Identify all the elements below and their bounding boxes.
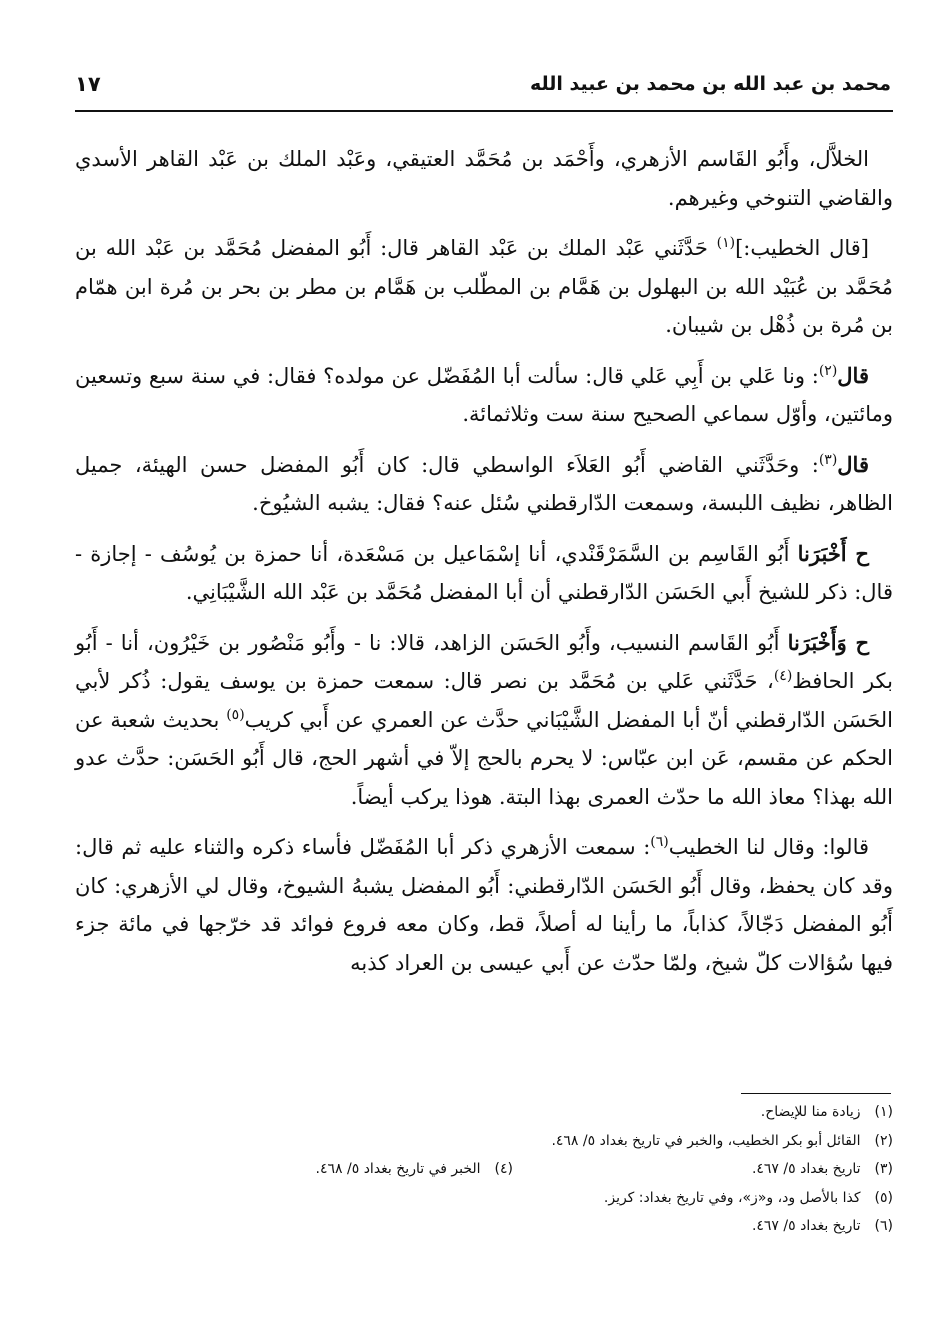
- running-title: محمد بن عبد الله بن محمد بن عبيد الله: [530, 73, 891, 95]
- footnote-4: [316, 1155, 513, 1184]
- footnotes: [75, 1098, 893, 1241]
- main-text: [75, 140, 893, 994]
- footnote-text: تاريخ بغداد ٥/ ٤٦٧.: [751, 1161, 861, 1177]
- footnote-number: (٤): [494, 1161, 513, 1177]
- paragraph-text: الخلاَّل، وأَبُو القَاسم الأزهري، وأَحْمَد بن مُحَمَّد العتيقي، وعَبْد الملك بن عَبْد القاهر الأسدي والقاضي التنوخي وغيرهم.: [75, 147, 893, 210]
- paragraph-3: [75, 357, 893, 434]
- footnote-ref[interactable]: (٣): [818, 451, 838, 468]
- footnote-ref[interactable]: (٦): [650, 834, 669, 850]
- page-header: [75, 64, 891, 104]
- paragraph-6: [75, 624, 893, 817]
- paragraph-text: ، حَدَّثَني عَلي بن مُحَمَّد بن نصر قال: سمعت حمزة بن يوسف يقول: ذُكر لأبي الحَسَن الدّارقطني أنّ أبا المفضل الشَّيْبَاني حدَّث عن العمري عن أَبي كريب: [75, 669, 893, 732]
- footnote-text: زيادة منا للإيضاح.: [760, 1104, 861, 1120]
- footnote-row: [75, 1212, 893, 1241]
- footnote-text: الخبر في تاريخ بغداد ٥/ ٤٦٨.: [315, 1161, 481, 1177]
- header-rule: [75, 110, 893, 112]
- footnote-6: [752, 1212, 893, 1241]
- paragraph-1: [75, 140, 893, 217]
- footnote-ref[interactable]: (١): [716, 235, 736, 251]
- footnote-number: (٥): [874, 1189, 893, 1206]
- footnote-ref[interactable]: (٤): [773, 668, 793, 684]
- paragraph-7: [75, 828, 893, 982]
- footnote-text: تاريخ بغداد ٥/ ٤٦٧.: [751, 1218, 861, 1234]
- paragraph-text: : سمعت الأزهري ذكر أبا المُفَضّل فأساء ذكره والثناء عليه ثم قال: وقد كان يحفظ، وقال أَبُو الحَسَن الدّارقطني: أَبُو المفضل يشبهُ الشيوخ، وقال لي الأزهري: كان أَبُو المفضل دَجّالاً، كذاباً، ما رأينا له أصلاً، قط، وكان معه فروع فوائد قد خرّجها في مائة جزء فيها سُؤالات كلّ شيخ، ولمّا حدّث عن أَبي عيسى بن العراد كذبه: [75, 835, 893, 975]
- footnote-1: [761, 1098, 893, 1127]
- paragraph-4: [75, 446, 893, 523]
- footnote-ref[interactable]: (٥): [226, 706, 245, 723]
- paragraph-lead: قال: [837, 362, 869, 388]
- paragraph-text: [قال الخطيب:]: [735, 236, 869, 260]
- paragraph-text: أَبُو القَاسم النسيب، وأَبُو الحَسَن الزاهد، قالا: نا - وأَبُو مَنْصُور بن خَيْرُون، أنا - أَبُو بكر الحافظ: [75, 630, 893, 693]
- paragraph-lead: ح وَأَخْبَرَنا: [787, 629, 869, 655]
- footnote-text: كذا بالأصل ود، و«ز»، وفي تاريخ بغداد: كريز.: [603, 1189, 861, 1206]
- paragraph-2: [75, 229, 893, 345]
- footnote-number: (٢): [874, 1132, 893, 1149]
- footnote-5: [604, 1184, 893, 1213]
- footnote-rule: [741, 1093, 891, 1094]
- paragraph-text: : وحَدَّثَني القاضي أَبُو العَلاَء الواسطي قال: كان أَبُو المفضل حسن الهيئة، جميل الظاهر، نظيف اللبسة، وسمعت الدّارقطني سُئل عنه؟ فقال: يشبه الشيُوخ.: [75, 452, 893, 515]
- footnote-text: القائل أبو بكر الخطيب، والخبر في تاريخ بغداد ٥/ ٤٦٨.: [551, 1132, 861, 1149]
- paragraph-text: حَدَّثَني عَبْد الملك بن عَبْد القاهر قال: أَبُو المفضل مُحَمَّد بن عَبْد الله بن مُحَمَّد بن عُبَيْد الله بن البهلول بن هَمَّام بن المطّلب بن هَمَّام بن مطر بن بحر بن مُرة ابن همّام بن مُرة بن ذُهْل بن شيبان.: [75, 236, 893, 337]
- footnote-number: (٣): [874, 1161, 893, 1177]
- footnote-row: [75, 1184, 893, 1213]
- footnote-row: [75, 1127, 893, 1156]
- paragraph-lead: قال: [837, 451, 869, 477]
- page-number: ١٧: [75, 72, 101, 96]
- footnote-row: [75, 1155, 893, 1184]
- footnote-number: (٦): [874, 1218, 893, 1234]
- footnote-3: [513, 1155, 893, 1184]
- footnote-number: (١): [874, 1104, 893, 1120]
- footnote-row: [75, 1098, 893, 1127]
- paragraph-text: أَبُو القَاسِم بن السَّمَرْقَنْدي، أنا إسْمَاعيل بن مَسْعَدة، أنا حمزة بن يُوسُف - إجازة - قال: ذكر للشيخ أَبي الحَسَن الدّارقطني أن أبا المفضل مُحَمَّد بن عَبْد الله الشَّيْبَانِي.: [75, 541, 893, 604]
- paragraph-text: بحديث شعبة عن الحكم عن مقسم، عَن ابن عبّاس: لا يحرم بالحج إلاّ في أشهر الحج، قال أَبُو الحَسَن: حدَّث عدو الله بهذا؟ معاذ الله ما حدّث العمرى بهذا البتة. هوذا يركب أيضاً.: [75, 707, 893, 809]
- paragraph-text: قالوا: وقال لنا الخطيب: [668, 835, 870, 859]
- footnote-2: [551, 1127, 893, 1156]
- paragraph-5: [75, 535, 893, 612]
- paragraph-text: : ونا عَلي بن أَبِي عَلي قال: سألت أبا المُفَضّل عن مولده؟ فقال: في سنة سبع وتسعين ومائتين، وأوّل سماعي الصحيح سنة ست وثلاثمائة.: [75, 363, 893, 426]
- footnote-ref[interactable]: (٢): [818, 362, 838, 379]
- paragraph-lead: ح أَخْبَرَنا: [797, 540, 869, 566]
